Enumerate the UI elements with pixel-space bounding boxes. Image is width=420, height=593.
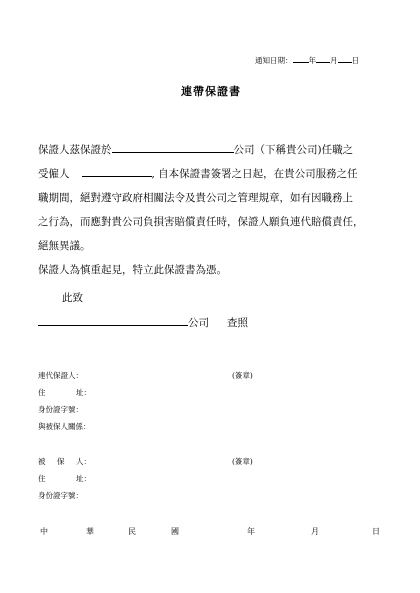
paragraph-line-4: 之行為，而應對貴公司負損害賠償責任時，保證人願負連代賠償責任， bbox=[38, 216, 364, 228]
notice-date-year-blank[interactable] bbox=[293, 54, 309, 63]
date-line-zhong: 中 bbox=[40, 527, 48, 536]
paragraph-line-1-suffix: 公司（下稱貴公司)任職之 bbox=[233, 144, 354, 156]
insured-address-label-2: 址： bbox=[76, 474, 91, 483]
notice-date-year: 年 bbox=[308, 56, 316, 65]
notice-date-day: 日 bbox=[351, 56, 359, 65]
paragraph-line-5: 絕無異議。 bbox=[38, 240, 91, 252]
paragraph-line-6: 保證人為慎重起見，特立此保證書為憑。 bbox=[38, 264, 227, 276]
date-line bbox=[0, 526, 420, 540]
notice-date-month: 月 bbox=[330, 56, 338, 65]
document-title: 連帶保證書 bbox=[181, 85, 241, 98]
paragraph-line-1 bbox=[38, 142, 353, 157]
guarantor-seal: (簽章) bbox=[232, 371, 253, 380]
guarantor-address-label-1: 住 bbox=[38, 388, 46, 397]
guarantor-relation-label: 與被保人關係： bbox=[38, 422, 91, 431]
date-line-month: 月 bbox=[311, 527, 319, 536]
insured-seal: (簽章) bbox=[232, 457, 253, 466]
date-line-min: 民 bbox=[128, 527, 136, 536]
paragraph-line-2 bbox=[38, 166, 358, 181]
notice-date-day-blank[interactable] bbox=[338, 54, 352, 63]
insured-id-label: 身份證字號： bbox=[38, 491, 83, 500]
paragraph-line-1-prefix: 保證人茲保證於 bbox=[38, 144, 112, 156]
notice-date-label: 通知日期： bbox=[255, 56, 293, 65]
recipient-check: 查照 bbox=[227, 317, 248, 329]
company-name-blank[interactable] bbox=[112, 142, 234, 153]
paragraph-line-2-suffix: , 自本保證書簽署之日起，在貴公司服務之任 bbox=[151, 168, 358, 180]
insured-name-label-1: 被 bbox=[38, 457, 46, 466]
date-line-guo: 國 bbox=[171, 527, 179, 536]
insured-name-label-2: 保 bbox=[57, 457, 65, 466]
recipient-line bbox=[38, 315, 248, 330]
date-line-hua: 華 bbox=[86, 527, 94, 536]
insured-name-label-3: 人： bbox=[76, 457, 91, 466]
employee-name-blank[interactable] bbox=[82, 166, 152, 177]
recipient-company: 公司 bbox=[188, 317, 209, 329]
guarantor-id-label: 身份證字號： bbox=[38, 405, 83, 414]
paragraph-line-3: 職期間，絕對遵守政府相關法令及貴公司之管理規章，如有因職務上 bbox=[38, 192, 353, 204]
paragraph-line-2-prefix: 受僱人 bbox=[38, 168, 70, 180]
insured-address-label-1: 住 bbox=[38, 474, 46, 483]
notice-date bbox=[255, 54, 359, 66]
date-line-day: 日 bbox=[372, 527, 380, 536]
notice-date-month-blank[interactable] bbox=[316, 54, 330, 63]
guarantor-name-label: 連代保證人： bbox=[38, 371, 83, 380]
salutation: 此致 bbox=[62, 292, 83, 304]
date-line-year: 年 bbox=[247, 527, 255, 536]
recipient-company-blank[interactable] bbox=[38, 315, 188, 326]
guarantor-address-label-2: 址： bbox=[76, 388, 91, 397]
